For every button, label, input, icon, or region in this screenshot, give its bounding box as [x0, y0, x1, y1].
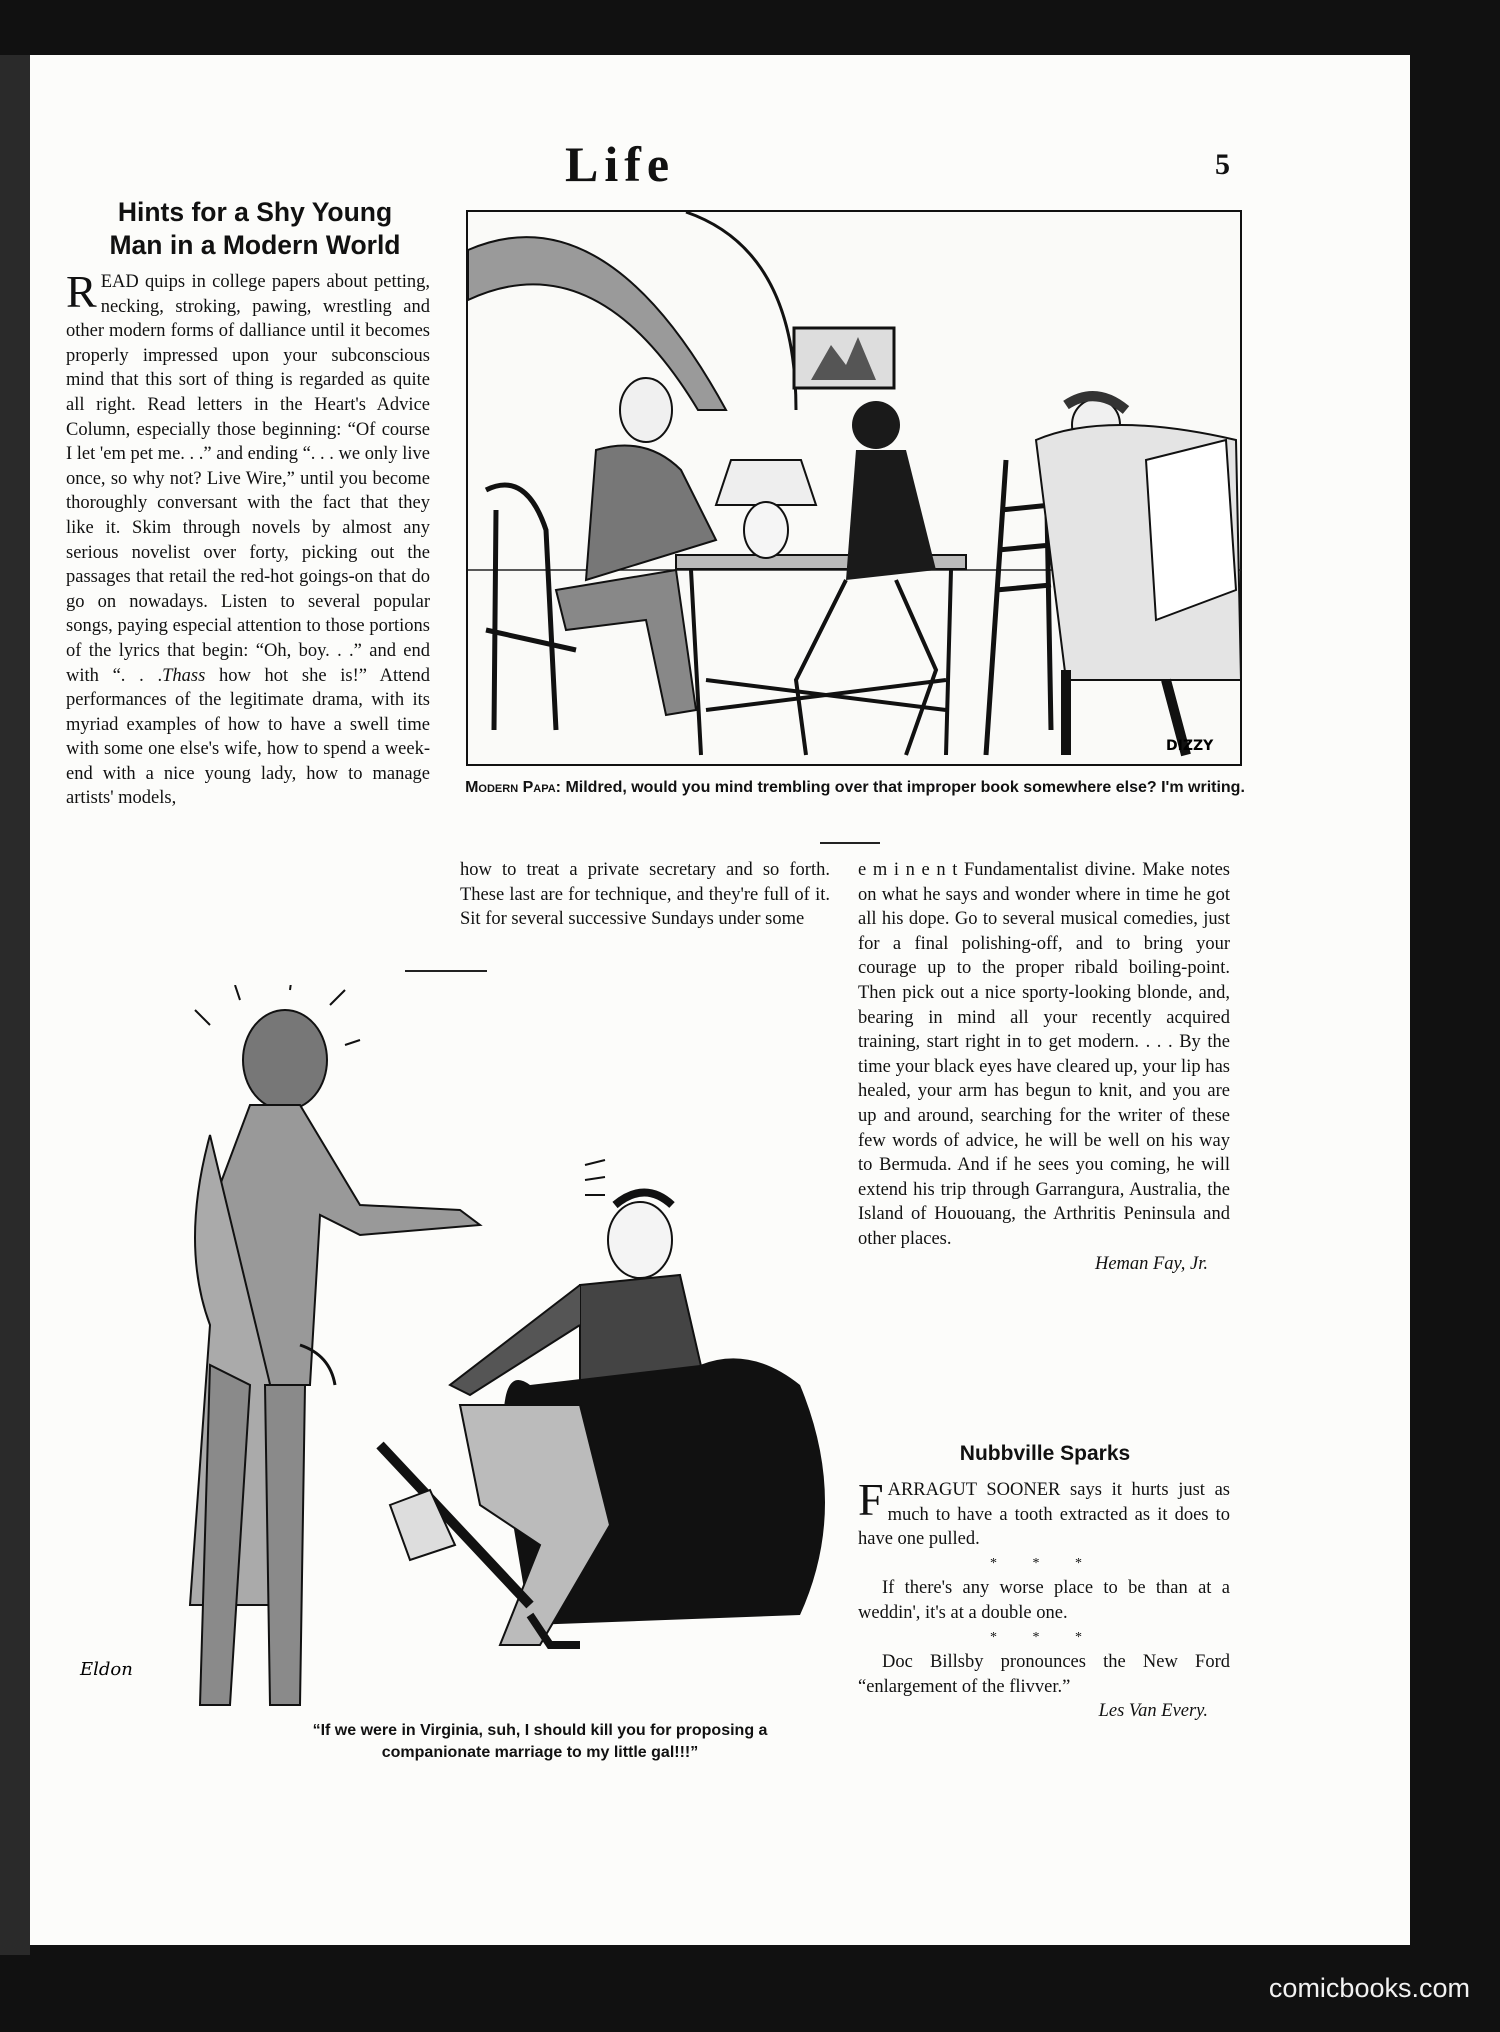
page-number: 5 — [1215, 148, 1230, 181]
column-end-rule — [405, 970, 487, 972]
cartoon-virginia — [60, 985, 840, 1725]
separator-stars-2: * * * — [990, 1629, 1098, 1645]
article-column-2 — [460, 858, 830, 932]
sidebar-byline: Les Van Every. — [1098, 1701, 1208, 1722]
article-paragraph-1 — [66, 266, 431, 811]
headline-line-1: Hints for a Shy Young — [117, 197, 393, 227]
sidebar-column — [858, 1474, 1230, 1724]
cartoon-modern-papa-drawing — [466, 210, 1242, 766]
article-text-4: e m i n e n t Fundamentalist divine. Make notes on what he says and wonder where in time he got all his dope. Go to several musical comedies, just for a final polishing-off, and to bring your courage up to the proper ribald boiling-point. Then pick out a nice sporty-looking blonde, and, bearing in mind all your recently acquired training, start right in to get modern. . . . By the time your black eyes have cleared up, your lip has healed, your arm has begun to knit, and you are up and around, searching for the writer of these few words of advice, he will be well on his way to Bermuda. And if he sees you coming, he will extend his trip through Garrangura, Australia, the Island of Hououang, the Arthritis Peninsula and other places. — [858, 860, 1230, 1249]
article-text-3: how to treat a private secretary and so forth. These last are for technique, and they're full of it. Sit for several successive Sundays under some — [460, 860, 830, 930]
sidebar-item-1 — [858, 1474, 1230, 1552]
article-text-1: EAD quips in college papers about petting, necking, stroking, pawing, wrestling and other modern forms of dalliance until it becomes properly impressed upon your subconscious mind that this sort of thing is regarded as quite all right. Read letters in the Heart's Advice Column, especially those beginning: “Of course I let 'em pet me. . .” and ending “. . . we only live once, so why not? Live Wire,” until you become thoroughly conversant with the fact that they like it. Skim through novels by almost any serious novelist over forty, picking out the passages that retail the red-hot goings-on that do go on nowadays. Listen to several popular songs, paying especial attention to those portions of the lyrics that begin: “Oh, boy. . .” and end with “. . . — [66, 272, 430, 686]
sidebar-item-1-text: ARRAGUT SOONER says it hurts just as much to have a tooth extracted as it does to have one pulled. — [858, 1480, 1230, 1550]
sidebar-title: Nubbville Sparks — [959, 1442, 1131, 1465]
sidebar-item-2: If there's any worse place to be than at a weddin', it's at a double one. — [858, 1578, 1230, 1623]
article-headline — [65, 196, 445, 262]
cartoon-virginia-drawing — [60, 985, 840, 1725]
article-column-1 — [66, 266, 431, 811]
cartoon-modern-papa — [466, 210, 1242, 766]
cartoon-2-caption: “If we were in Virginia, suh, I should kill you for proposing a companionate marriage to my little gal!!!” — [312, 1722, 768, 1761]
caption-text: Mildred, would you mind trembling over that improper book somewhere else? I'm writing. — [565, 779, 1245, 796]
page-spine — [0, 55, 30, 1955]
watermark: comicbooks.com — [1268, 1973, 1470, 2003]
article-italic-word: Thass — [162, 665, 206, 686]
headline-line-2: Man in a Modern World — [109, 230, 401, 260]
article-byline: Heman Fay, Jr. — [1094, 1253, 1208, 1274]
section-divider — [820, 842, 880, 844]
cartoon-1-signature: DIZZY — [1166, 738, 1214, 754]
cartoon-2-signature: Eldon — [80, 1659, 133, 1680]
cartoon-1-caption — [455, 777, 1255, 799]
article-column-3 — [858, 858, 1230, 1276]
article-text-2: how hot she is!” Attend performances of the legitimate drama, with its myriad examples of how to have a swell time with some one else's wife, how to spend a week-end with a nice young lady, how to manage artists' models, — [66, 665, 431, 809]
caption-speaker: Modern Papa: — [465, 779, 561, 796]
drop-cap: R — [66, 266, 97, 317]
sidebar-item-3: Doc Billsby pronounces the New Ford “enlargement of the flivver.” — [858, 1652, 1230, 1697]
sidebar-drop-cap: F — [858, 1474, 884, 1525]
separator-stars: * * * — [990, 1555, 1098, 1571]
masthead-title: Life — [565, 136, 676, 192]
